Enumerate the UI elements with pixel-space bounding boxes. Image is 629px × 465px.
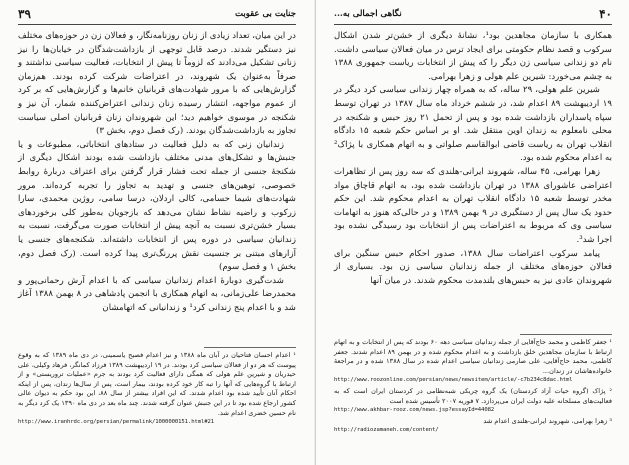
footnote xyxy=(334,387,612,416)
footnote-rule xyxy=(520,334,612,335)
paragraph: در این میان، تعداد زیادی از زنان روزنامه‌نگار، و فعالان زن در حوزه‌های مختلف نیز دستگیر شدند. درصد قابل توجهی از بازداشت‌شدگان در خیابان‌ها را نیز زنانی تشکیل می‌دادند که لزوماً تا پیش از انتخابات، فعالیت سیاسی نداشتند و صرفاً به‌عنوان یک شهروند، در اعتراضات شرکت کرده بودند. هم‌زمان گزارش‌هایی که با مرور شهادت‌های قربانیان خانم‌ها و گزارش‌هایی که بر کرد از عموم مواجهه، انتشار رسیده زنان زندانی اعتراض‌کننده شمار، آن نیز و شکنجه در موسوی خواهیم دید؛ این شهروندان زنان قربانیان اصلی سیاست تجاوز به بازداشت‌شدگان بودند. (رک فصل دوم، بخش ۳) xyxy=(18,31,296,137)
right-page xyxy=(315,0,629,465)
paragraph: زهرا بهرامی، ۴۵ ساله، شهروند ایرانی-هلندی که سه روز پس از تظاهرات اعتراضی عاشورای ۱۳۸۸ در تهران بازداشت شده بود، به اتهام قاچاق مواد مخدر توسط شعبه ۱۵ دادگاه انقلاب تهران به اعدام محکوم شد. این حکم حدود یک سال پس از دستگیری در ۹ بهمن ۱۳۸۹ و در حالی‌که هنوز به اتهامات سیاسی وی که مربوط به اعتراضات پس از انتخابات بود رسیدگی نشده بود اجرا شد³. xyxy=(334,166,613,245)
paragraph: شدت‌گیری دوبارهٔ اعدام زندانیان سیاسی که با اعدام آرش رحمانی‌پور و محمدرضا علی‌زمانی، به اتهام همکاری با انجمن پادشاهی در ۸ بهمن ۱۳۸۸ آغاز شد و با اعدام پنج زندانی کرد¹ و زندانیانی که اتهامشان xyxy=(18,275,296,313)
footnote-url[interactable]: http://www.iranhrdc.org/persian/permalink/1000000151.html#21 xyxy=(18,419,215,426)
page-number: ۴۰ xyxy=(599,7,612,21)
footnote xyxy=(18,351,296,428)
left-page-body xyxy=(18,30,296,315)
running-title: جنایت بی عقوبت xyxy=(235,9,296,19)
header-rule xyxy=(18,24,296,25)
paragraph: همکاری با سازمان مجاهدین بود¹، نشانهٔ دیگری از خشن‌تر شدن اشکال سرکوب و قصد نظام حکومتی برای ایجاد ترس در میان فعالان سیاسی داشت. نام دو زندانی سیاسی زن دیگر را که پیش از انتخابات ریاست جمهوری ۱۳۸۸ به چشم می‌خورد: شیرین علم هولی و زهرا بهرامی. xyxy=(334,31,612,82)
footnote-rule xyxy=(204,347,296,348)
footnote-text: ³ زهرا بهرامی، شهروند ایرانی-هلندی اعدام شد xyxy=(483,416,612,425)
paragraph: پیامد سرکوب اعتراضات سال ۱۳۸۸، صدور احکام حبس سنگین برای فعالان حوزه‌های مختلف از جمله زندانیان سیاسی زن بود. بسیاری از شهروندان عادی نیز به حبس‌های بلندمدت محکوم شدند. در میان آنها xyxy=(334,248,612,286)
paragraph: شیرین علم هولی، ۲۹ ساله، که به همراه چهار زندانی سیاسی کرد دیگر در ۱۹ اردیبهشت ۸۹ اعدام شد، در ششم خرداد ماه سال ۱۳۸۷ در تهران توسط سپاه پاسداران بازداشت شده بود و پس از تحمل ۲۱ روز حبس و شکنجه در محلی نامعلوم به زندان اوین منتقل شد. او بر اساس حکم شعبه ۱۵ دادگاه انقلاب تهران به ریاست قاضی ابوالقاسم صلواتی و به اتهام همکاری با پژاک² به اعدام محکوم شده بود. xyxy=(334,85,612,164)
left-page xyxy=(0,0,314,465)
right-page-header xyxy=(334,8,612,24)
footnote-url[interactable]: http://www.roozonline.com/persian/news/newsitem/article/-c7b234c8dac.html xyxy=(334,377,573,384)
left-page-header xyxy=(18,8,296,24)
footnote-text: ¹ اعدام احسان فتاحیان در آبان ماه ۱۳۸۸ و نیز اعدام فصیح یاسمینی، در دی ماه ۱۳۸۹ که به وقوع پیوست که هر دو از فعالان سیاسی کرد بودند. در ۱۹ اردیبهشت ۱۳۸۹ فرزاد کمانگر، فرهاد وکیلی، علی حیدریان و شیرین علم هولی که همگی دارای فعالیت کرد بودند به جرم «عملیات تروریستی» و از ارتباط با گروه‌هایی که آنها را تبه کار خود کرده بودند، بیمار است، پس از سال‌ها زندان، پس از اینکه احکام آنان تأیید شده بود اعدام شدند. که این افراد بیشتر از سال ۸۸، این بود حکم به دیوان عالی کشور ارجاع شده بود تا در این جنبش عنوان گرفته شدند. چند ماه بعد در دی ماه ۱۳۹۰ یک کرد دیگر به نام حسین خضری اعدام شد. xyxy=(18,351,296,417)
footnotes xyxy=(334,338,612,437)
paragraph: زندانیان زنی که به دلیل فعالیت در ستادهای انتخاباتی، مطبوعات و یا جنبش‌ها و تشکل‌های مدنی مختلف بازداشت شده بودند اشکال دیگری از شکنجهٔ جنسی از جمله تحت فشار قرار گرفتن برای اعتراف دربارهٔ روابط خصوصی، توهین‌های جنسی و تهدید به تجاوز را تجربه کرده‌اند. مرور شهادت‌های شیما حسامی، کالی اردلان، درسا سامی، روژین محمدی، سارا زرکوب و راضیه نشاط نشان می‌دهد که بازجویان به‌طور کلی برخوردهای بسیار خشن‌تری نسبت به آنچه پیش از انتخابات صورت می‌گرفت، نسبت به زندانیان سیاسی در دوره پس از انتخابات داشته‌اند. شکنجه‌های جنسی یا آزارهای مبتنی بر جنسیت نقش پررنگ‌تری پیدا کرده است. (رک فصل دوم، بخش ۱ و فصل سوم) xyxy=(18,139,296,273)
header-rule xyxy=(334,24,612,25)
page-number: ۳۹ xyxy=(18,7,31,21)
running-title: نگاهی اجمالی به... xyxy=(334,9,402,19)
footnote-text: ² پژاک (گروه حیات آزاد کردستان) یک گروه چریکی شبه‌نظامی در کردستان ایران است که به فعالیت‌های مسلحانه علیه دولت ایران می‌پردازد. ۷ فوریه ۲۰۰۷ تأسیس شده است xyxy=(334,386,612,405)
right-page-body xyxy=(334,30,612,288)
footnote xyxy=(334,338,612,386)
footnote-url[interactable]: http://radiozamaneh.com/content/ xyxy=(334,427,439,434)
footnote xyxy=(334,417,612,436)
footnotes xyxy=(18,351,296,429)
footnote-text: ¹ جعفر کاظمی و محمد حاج‌آقایی از جمله زندانیان سیاسی دهه ۶۰ بودند که پس از انتخابات و به اتهام ارتباط با سازمان مجاهدین خلق بازداشت و به اعدام محکوم شده و در بهمن ۸۹ اعدام شدند. جعفر کاظمی، محمد حاج‌آقایی، علی صارمی زندانیان سیاسی اعدام شده در سال ۱۳۸۸ شده و در مراجعهٔ خانواده‌هاشان در زندان... xyxy=(334,338,613,375)
footnote-url[interactable]: http://www.akhbar-rooz.com/news.jsp?essayId=44082 xyxy=(334,407,495,414)
